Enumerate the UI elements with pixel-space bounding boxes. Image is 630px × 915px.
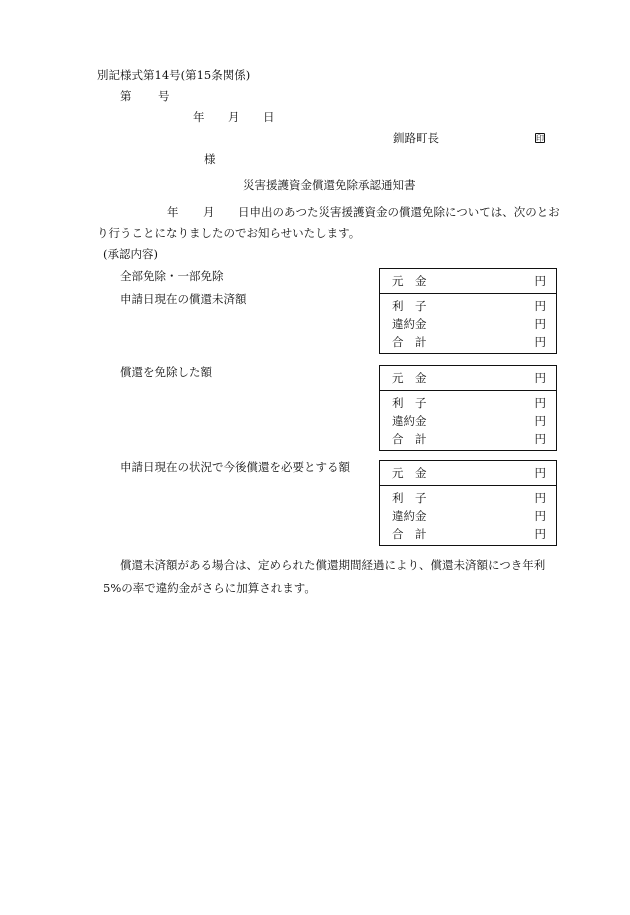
item-scope: 全部免除・一部免除 — [120, 269, 224, 283]
box-row-penalty — [380, 412, 556, 430]
body-year: 年 — [167, 205, 179, 219]
yen-label: 円 — [534, 466, 546, 480]
principal-label: 元 金 — [392, 371, 427, 385]
principal-label: 元 金 — [392, 274, 427, 288]
box-row-penalty — [380, 507, 556, 525]
total-label: 合 計 — [392, 335, 427, 349]
date-day: 日 — [263, 110, 275, 124]
box-row-principal — [380, 269, 556, 294]
seal-mark: 印 — [536, 134, 544, 143]
yen-label: 円 — [534, 299, 546, 313]
penalty-label: 違約金 — [392, 317, 427, 331]
form-number: 別記様式第14号(第15条関係) — [97, 68, 251, 82]
box-row-total — [380, 525, 556, 543]
box-row-penalty — [380, 315, 556, 333]
box-row-interest — [380, 297, 556, 315]
total-label: 合 計 — [392, 527, 427, 541]
note-line2: 5%の率で違約金がさらに加算されます。 — [103, 581, 316, 595]
item-unpaid: 申請日現在の償還未済額 — [120, 292, 247, 306]
note-line1: 償還未済額がある場合は、定められた償還期間経過により、償還未済額につき年利 — [120, 558, 546, 572]
item-future: 申請日現在の状況で今後償還を必要とする額 — [120, 460, 350, 474]
box-row-interest — [380, 489, 556, 507]
yen-label: 円 — [534, 317, 546, 331]
yen-label: 円 — [534, 335, 546, 349]
body-line1: 日申出のあつた災害援護資金の償還免除については、次のとお — [238, 205, 560, 219]
document-title: 災害援護資金償還免除承認通知書 — [243, 178, 416, 192]
yen-label: 円 — [534, 509, 546, 523]
number-go: 号 — [158, 89, 170, 103]
body-line2: り行うことになりましたのでお知らせいたします。 — [97, 226, 361, 240]
penalty-label: 違約金 — [392, 509, 427, 523]
box-row-total — [380, 333, 556, 351]
body-month: 月 — [203, 205, 215, 219]
principal-label: 元 金 — [392, 466, 427, 480]
yen-label: 円 — [534, 432, 546, 446]
amount-box-unpaid — [379, 268, 557, 354]
amount-box-future — [379, 460, 557, 546]
yen-label: 円 — [534, 371, 546, 385]
item-exempted: 償還を免除した額 — [120, 365, 212, 379]
interest-label: 利 子 — [392, 491, 427, 505]
box-row-total — [380, 430, 556, 448]
number-dai: 第 — [120, 89, 132, 103]
amount-box-exempted — [379, 365, 557, 451]
addressee-sama: 様 — [204, 152, 216, 166]
section-label: (承認内容) — [103, 247, 158, 261]
box-row-principal — [380, 461, 556, 486]
box-row-interest — [380, 394, 556, 412]
interest-label: 利 子 — [392, 396, 427, 410]
seal-stamp — [535, 132, 545, 144]
yen-label: 円 — [534, 414, 546, 428]
yen-label: 円 — [534, 527, 546, 541]
interest-label: 利 子 — [392, 299, 427, 313]
penalty-label: 違約金 — [392, 414, 427, 428]
date-month: 月 — [228, 110, 240, 124]
date-year: 年 — [193, 110, 205, 124]
yen-label: 円 — [534, 491, 546, 505]
issuer-title: 釧路町長 — [393, 131, 439, 145]
total-label: 合 計 — [392, 432, 427, 446]
box-row-principal — [380, 366, 556, 391]
yen-label: 円 — [534, 274, 546, 288]
yen-label: 円 — [534, 396, 546, 410]
